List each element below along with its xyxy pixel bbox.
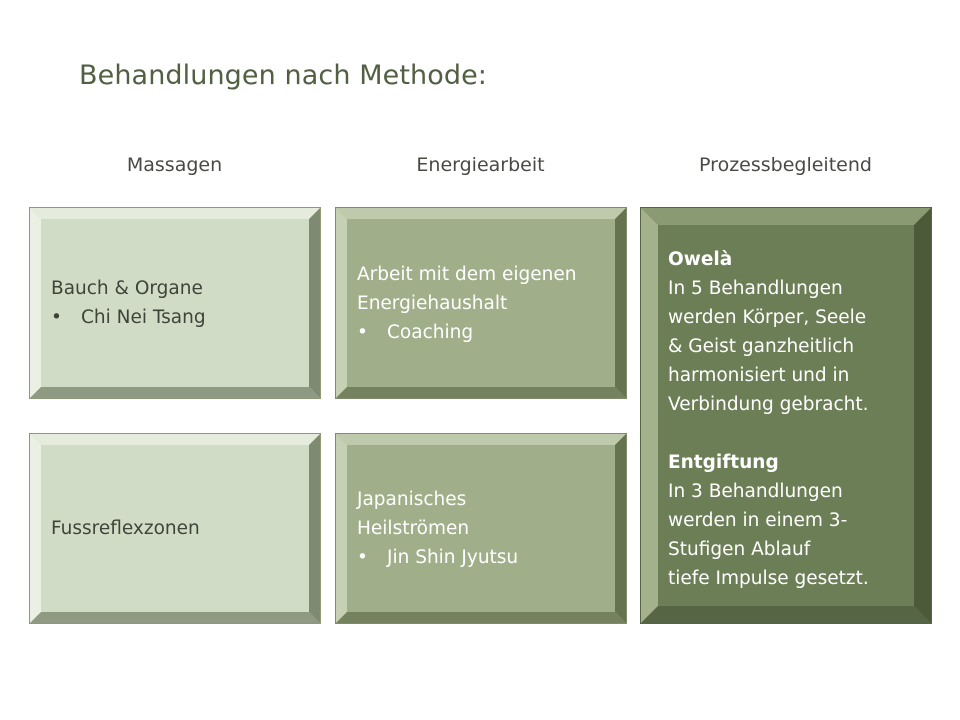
tile-bauch-organe [29,207,321,399]
tile-line: Verbindung gebracht. [668,394,869,415]
tile-energiehaushalt [335,207,627,399]
column-header-energiearbeit: Energiearbeit [416,154,545,176]
list-item [357,318,615,347]
list-item [357,543,615,572]
tile-fussreflexzonen [29,433,321,624]
page-title: Behandlungen nach Methode: [79,60,487,91]
bullet-icon: • [357,321,368,343]
bullet-icon: • [51,307,62,328]
tile-line: Energiehaushalt [357,292,508,314]
tile-line: werden in einem 3- [668,510,848,531]
bullet-icon: • [357,547,368,568]
column-header-prozessbegleitend: Prozessbegleitend [699,154,872,176]
list-item-label: Chi Nei Tsang [81,307,206,328]
tile-line: Fussreflexzonen [51,518,200,539]
list-item-label: Coaching [387,321,474,343]
list-item [51,303,309,332]
tile-line: Arbeit mit dem eigenen [357,263,577,285]
tile-line: werden Körper, Seele [668,307,867,328]
tile-line: & Geist ganzheitlich [668,336,855,357]
list-item-label: Jin Shin Jyutsu [387,547,519,568]
column-header-massagen: Massagen [126,154,223,176]
tile-line: Japanisches [357,489,467,510]
tile-heilstroemen [335,433,627,624]
tile-line: In 3 Behandlungen [668,481,843,502]
tile-line: Heilströmen [357,518,470,539]
tile-line: Bauch & Organe [51,278,203,299]
tile-line: harmonisiert und in [668,365,850,386]
tile-line: tiefe Impulse gesetzt. [668,568,869,589]
section-heading-entgiftung: Entgiftung [668,452,779,473]
tile-line: Stufigen Ablauf [668,539,811,560]
tile-prozessbegleitend [640,207,932,624]
section-heading-owela: Owelà [668,249,733,270]
tile-line: In 5 Behandlungen [668,278,843,299]
